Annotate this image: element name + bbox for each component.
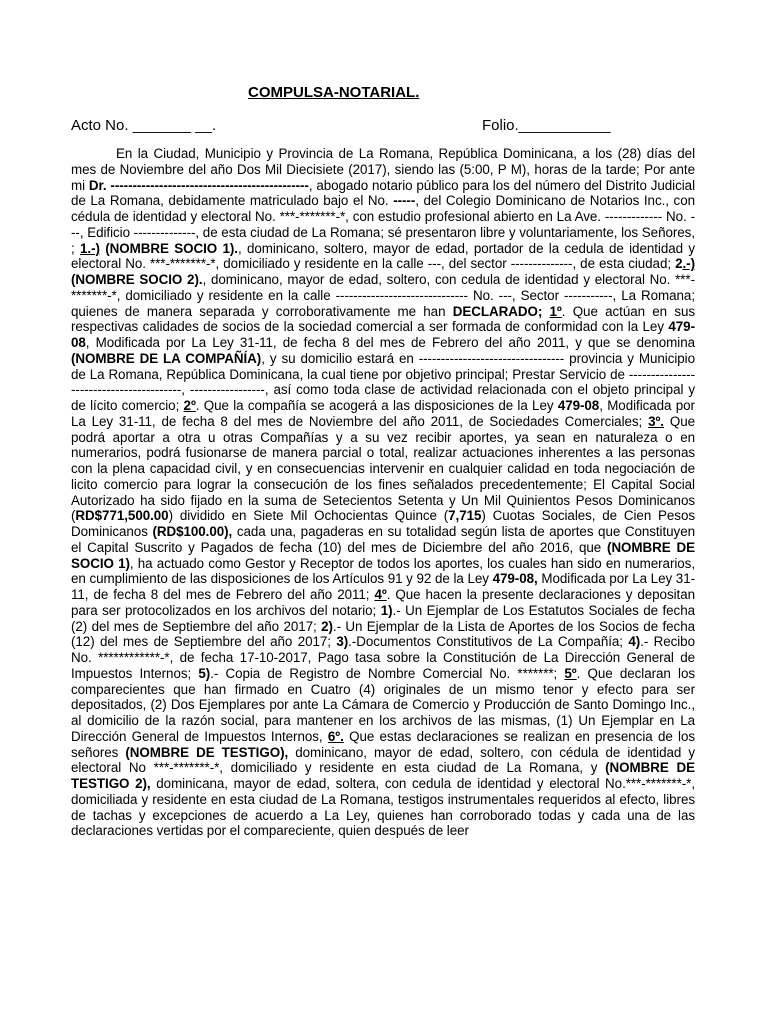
text-run [542,304,549,319]
folio-label: Folio.___________ [482,117,611,134]
text-run: , dominicano, soltero, mayor de edad, portador de la cedula de identidad y electoral No. ***-*******-*, domiciliado y residente en la calle ---, del sector --------------, de esta ciudad; [71,240,696,272]
text-run: .- Un Ejemplar de la Lista de Aportes de los Socios de fecha (12) del mes de Septiembre del año 2017; [71,618,695,650]
text-run: , Modificada por La Ley 31-11, de fecha 8 del mes de Noviembre del año 2011, de Sociedades Comerciales; [71,398,695,429]
text-run-bold: RD$771,500.00 [75,508,169,524]
text-run-bold: 479-08 [557,398,600,413]
text-run-bold-underline: 4º [374,587,387,602]
text-run-bold: ----- [393,193,416,209]
text-run: .- Recibo No. ************-*, de fecha 17-10-2017, Pago tasa sobre la Constitución de La Dirección General de Impuestos Internos; [71,634,695,681]
text-run-bold-underline: .-) [682,256,695,272]
text-run: .-Documentos Constitutivos de La Compañía; [348,634,629,650]
text-run: ) dividido en Siete Mil Ochocientas Quince ( [168,508,449,524]
text-run: , ha actuado como Gestor y Receptor de todos los aportes, los cuales han sido en numerarios, en cumplimiento de las disposiciones de los Artículos 91 y 92 de la Ley [71,555,695,587]
text-run-bold: (NOMBRE SOCIO 2). [71,272,203,287]
text-run: , dominicano, mayor de edad, soltero, con cedula de identidad y electoral No. ***-*******-*, domiciliado y residente en la calle ------------------------------ No. ---, Sector -----------, La Romana; quienes de manera separada y corroborativamente me han [71,272,695,319]
text-run-bold: DECLARADO; [452,303,543,319]
text-run: , y su domicilio estará en --------------------------------- provincia y Municipio de La Romana, República Dominicana, la cual tiene por objetivo principal; Prestar Servicio de ----------------------------------------, -----------------, así como toda clase de actividad relacionada con el objeto principal y de lícito comercio; [71,350,695,413]
text-run-bold: (NOMBRE SOCIO 1). [99,240,238,256]
text-run: En la Ciudad, Municipio y Provincia de La Romana, República Dominicana, a los (28) días del mes de Noviembre del año Dos Mil Diecisiete (2017), siendo las (5:00, P M), horas de la tarde; Por ante mi [71,146,695,193]
text-run: Que podrá aportar a otra u otras Compañías y a su vez recibir aportes, ya sean en naturaleza o en numerarios, podrá fusionarse de manera parcial o total, realizar actuaciones inherentes a las personas con la plena capacidad civil, y en consecuencias intervenir en cualquier calidad en toda negociación de licito comercio para lograr la consecución de los fines señalados precedentemente; El Capital Social Autorizado ha sido fijado en la suma de Setecientos Setenta y Un Mil Quinientos Pesos Dominicanos ( [71,413,695,524]
text-run: cada una, pagaderas en su totalidad según lista de aportes que Constituyen el Capital Suscrito y Pagados de fecha (10) del mes de Diciembre del año 2016, que [71,524,695,555]
text-run-bold: 2 [675,256,683,272]
text-run: dominicano, mayor de edad, soltero, con cédula de identidad y electoral No ***-*******-*, domiciliado y residente en esta ciudad de La Romana, y [71,744,696,776]
text-run-bold: 4) [628,634,641,650]
text-run-bold: (NOMBRE DE LA COMPAÑÍA) [71,350,262,366]
text-run: ) Cuotas Sociales, de Cien Pesos Dominicanos [71,508,695,539]
acto-folio-row [71,116,695,138]
text-run-bold: (NOMBRE DE TESTIGO 2), [71,760,695,791]
body-paragraph [71,146,695,839]
text-run: . Que hacen la presente declaraciones y depositan para ser protocolizados en los archivos del notario; [71,587,695,618]
text-run-bold-underline: 2º [183,398,196,413]
text-run-bold: 2) [321,618,333,634]
text-run: , del Colegio Dominicano de Notarios Inc., con cédula de identidad y electoral No. ***-*******-*, con estudio profesional abierto en La Ave. ------------- No. ---, Edificio --------------, de esta ciudad de La Romana; sé presentaron libre y voluntariamente, los Señores, ; [71,193,695,256]
text-run: . Que la compañía se acogerá a las disposiciones de la Ley [195,398,558,413]
acto-number-label: Acto No. _______ __. [71,117,217,134]
text-run-bold: 479-08, [492,571,538,587]
text-run-bold: 1) [380,602,393,618]
text-run: . Que actúan en sus respectivas calidades de socios de la sociedad comercial a ser formada de conformidad con la Ley [71,303,696,335]
text-run-bold: 7,715 [448,508,482,524]
text-run: dominicana, mayor de edad, soltera, con cedula de identidad y electoral No.***-*******-*, domiciliada y residente en esta ciudad de La Romana, testigos instrumentales requeridos al efecto, libres de tachas y excepciones de acuerdo a La Ley, quienes han corroborado todas y cada una de las declaraciones vertidas por el compareciente, quien después de leer [71,776,695,839]
text-run: .- Un Ejemplar de Los Estatutos Sociales de fecha (2) del mes de Septiembre del año 2017; [71,602,695,634]
text-run: .- Copia de Registro de Nombre Comercial No. *******; [210,665,565,681]
text-run: Que estas declaraciones se realizan en presencia de los señores [71,728,695,760]
text-run-bold: (NOMBRE DE SOCIO 1) [71,539,695,571]
text-run-bold: Dr. --------------------------------------------- [88,177,309,193]
text-run-bold: 5) [198,665,211,681]
text-run: . Que declaran los comparecientes que han firmado en Cuatro (4) originales de un mismo tenor y efecto para ser depositados, (2) Dos Ejemplares por ante La Cámara de Comercio y Producción de Santo Domingo Inc., al domicilio de la razón social, para mantener en los archivos de las mismas, (1) Un Ejemplar en La Dirección General de Impuestos Internos, [71,665,695,744]
text-run-bold-underline: 1.-) [80,240,100,256]
text-run-bold: (RD$100.00), [152,524,233,539]
text-run-bold: 479-08 [71,319,695,350]
text-run-bold-underline: 3º. [648,413,664,429]
document-title: COMPULSA-NOTARIAL. [248,84,420,101]
text-run-bold-underline: 5º [564,665,577,681]
text-run-bold-underline: 6º. [327,728,344,744]
text-run: , Modificada por La Ley 31-11, de fecha 8 del mes de Febrero del año 2011, y que se denomina [85,335,695,350]
text-run-bold-underline: 1º [549,303,562,319]
text-run: Modificada por La Ley 31-11, de fecha 8 del mes de Febrero del año 2011; [71,571,695,602]
text-run: , abogado notario público para los del número del Distrito Judicial de La Romana, debidamente matriculado bajo el No. [71,177,695,209]
text-run-bold: 3) [336,634,349,650]
text-run-bold: (NOMBRE DE TESTIGO), [125,744,289,760]
